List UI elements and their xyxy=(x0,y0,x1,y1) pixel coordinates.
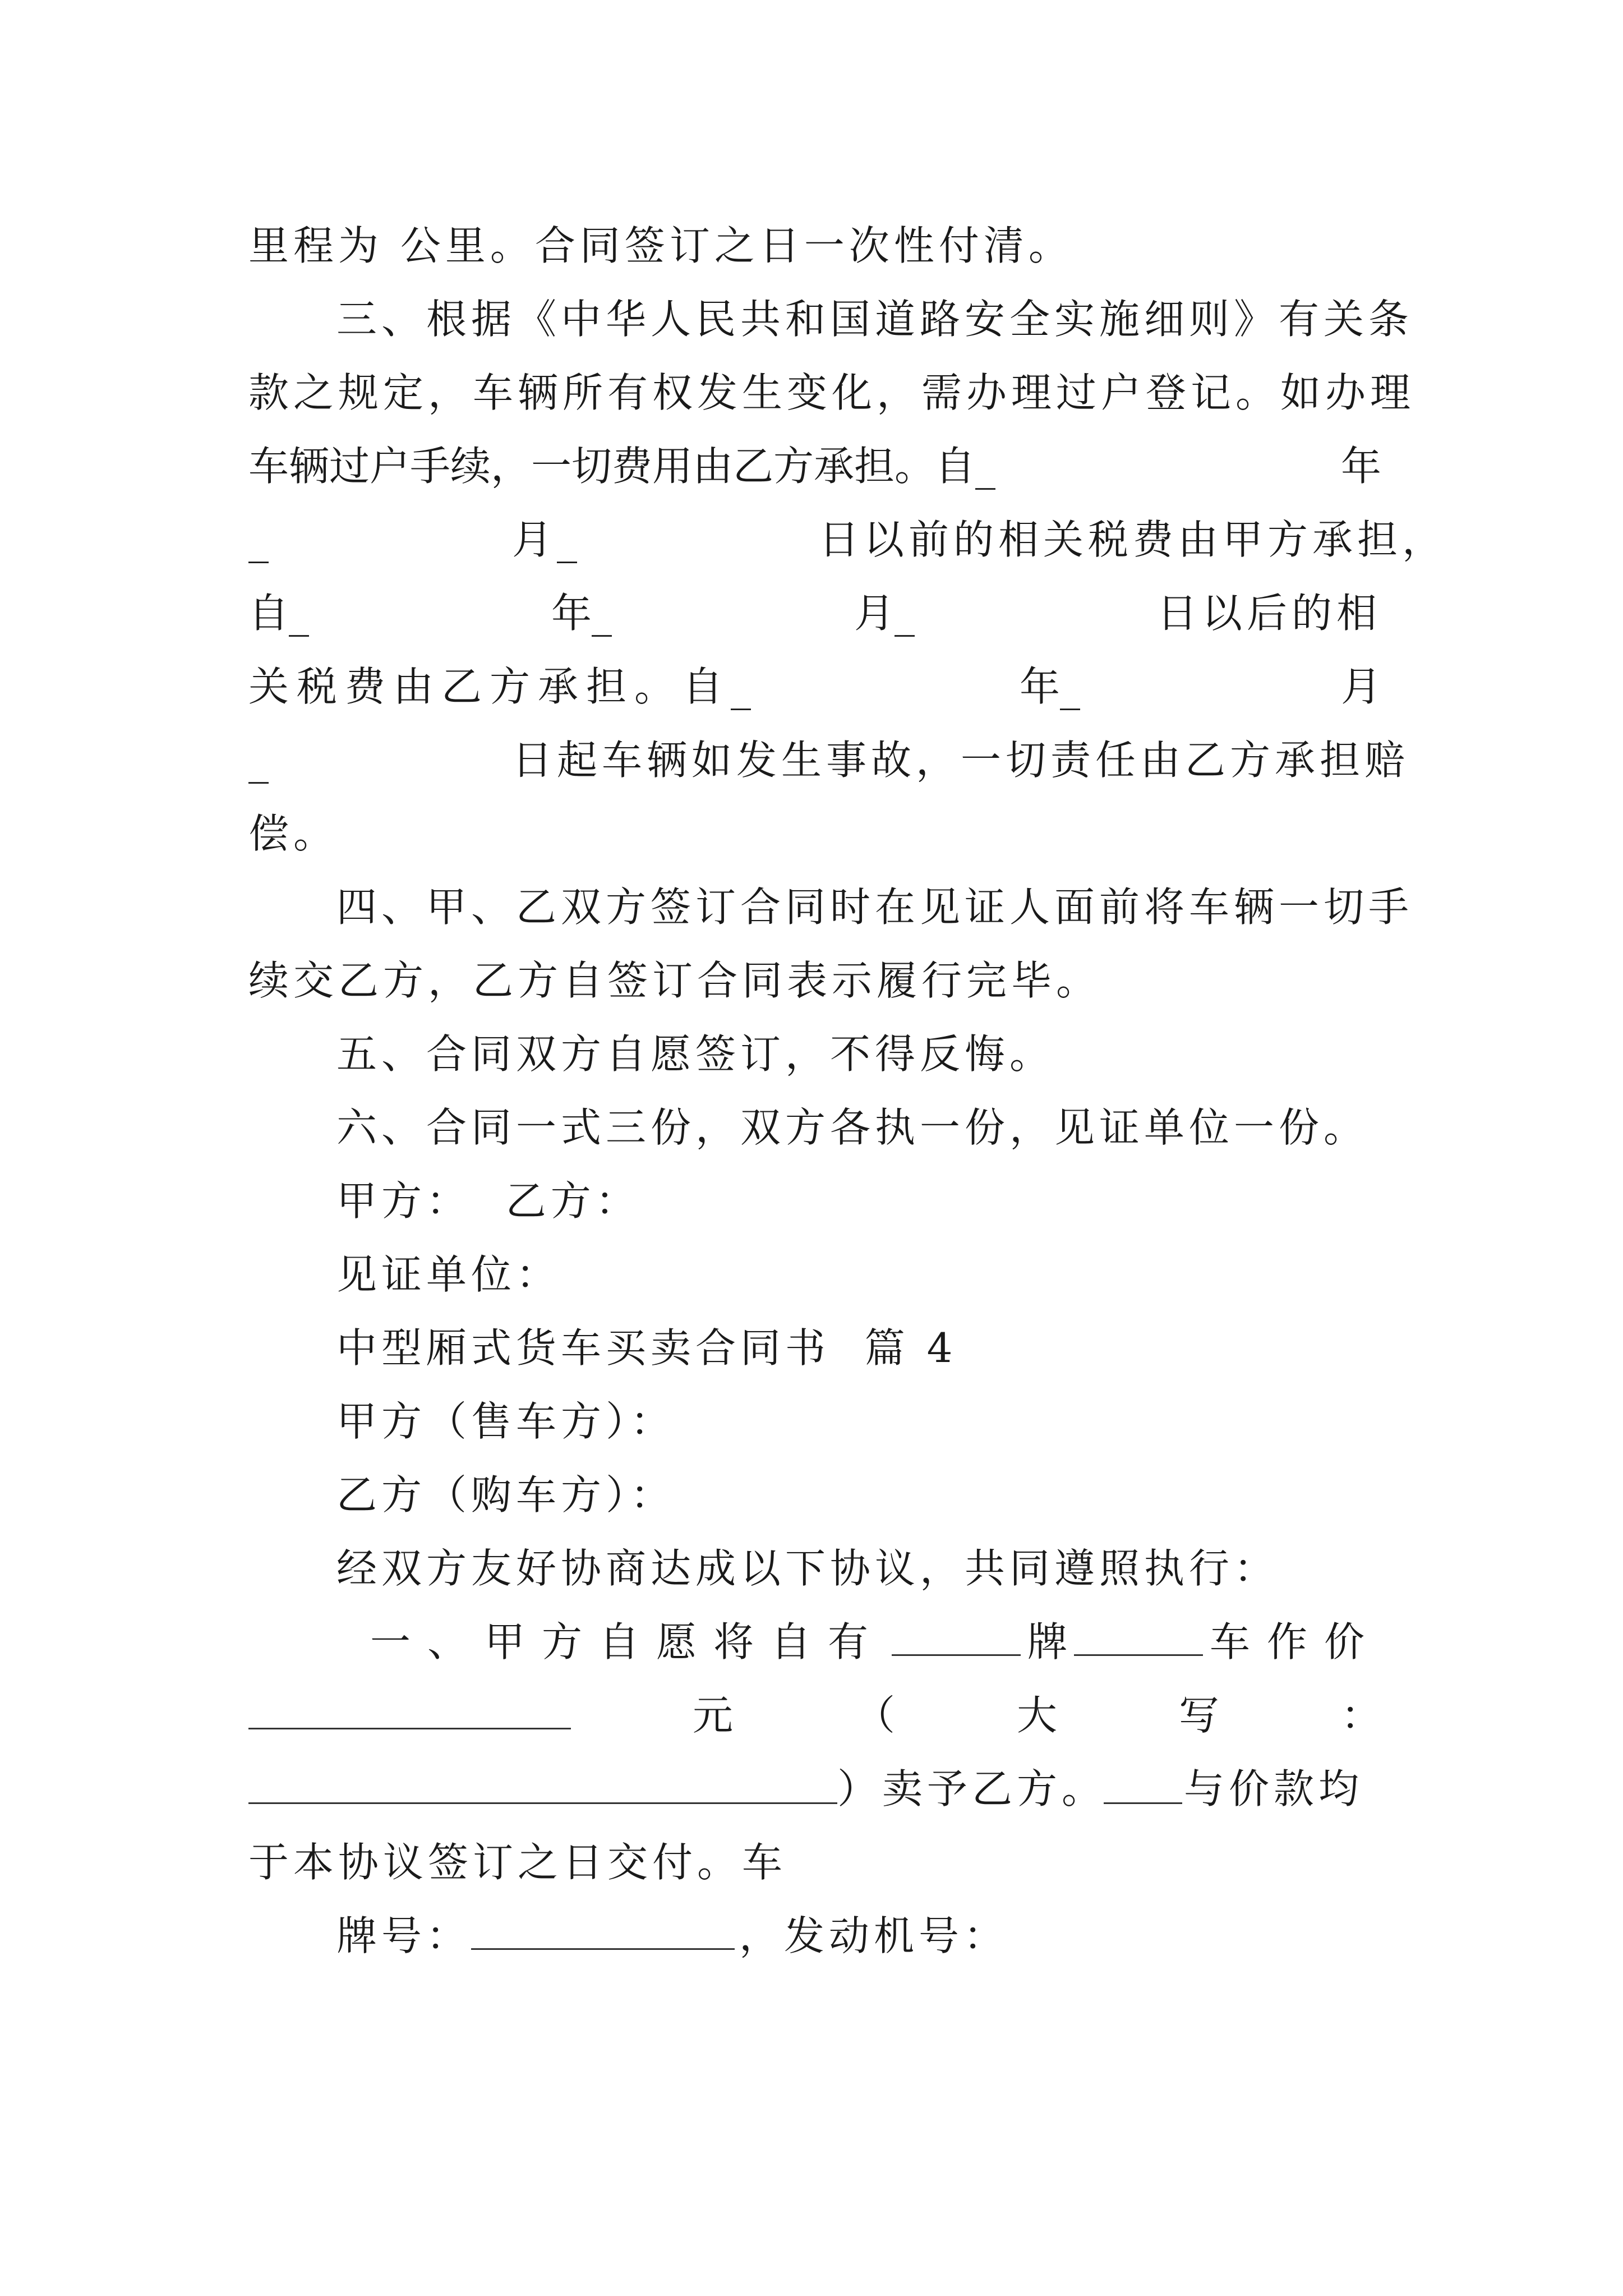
text-segment: 日以前的相关税费由甲方承担， xyxy=(819,516,1447,563)
blank-field xyxy=(248,1769,837,1804)
witness-unit: 见证单位： xyxy=(336,1251,561,1298)
text-segment: 牌 xyxy=(1027,1618,1068,1665)
clause-three-line xyxy=(248,582,1381,645)
plate-engine-line xyxy=(336,1904,1381,1967)
party-b-buyer: 乙方（购车方）： xyxy=(336,1471,676,1519)
clause-one-line xyxy=(248,1684,1381,1747)
text-segment: 年 xyxy=(1340,443,1381,490)
text-segment: 一、甲方自愿将自有 xyxy=(370,1618,886,1665)
clause-three-line: 款之规定，车辆所有权发生变化，需办理过户登记。如办理 xyxy=(248,369,1415,416)
clause-one-line xyxy=(248,1757,1381,1820)
text-segment: 与价款均 xyxy=(1184,1765,1364,1812)
clause-four-line: 续交乙方，乙方自签订合同表示履行完毕。 xyxy=(248,957,1101,1004)
text-segment: 月 xyxy=(1340,663,1381,710)
text-segment: 月_ xyxy=(854,590,915,637)
text-segment: 日以后的相 xyxy=(1156,590,1381,637)
clause-three-line xyxy=(248,655,1381,718)
clause-three-line: 偿。 xyxy=(248,810,339,857)
text-segment: ）卖予乙方。 xyxy=(837,1765,1107,1812)
text-segment: 日起车辆如发生事故，一切责任由乙方承担赔 xyxy=(512,737,1410,784)
text-segment: 车作价 xyxy=(1209,1618,1381,1665)
paragraph-line: 里程为 公里。合同签订之日一次性付清。 xyxy=(248,222,1073,269)
section-title: 中型厢式货车买卖合同书 篇 4 xyxy=(336,1324,957,1372)
text-segment: 关税费由乙方承担。自_ xyxy=(248,663,759,710)
blank-field xyxy=(892,1621,1021,1656)
agreement-intro: 经双方友好协商达成以下协议，共同遵照执行： xyxy=(336,1545,1279,1592)
clause-one-line: 于本协议签订之日交付。车 xyxy=(248,1839,787,1886)
text-segment: ： xyxy=(1340,1692,1381,1739)
text-segment: 写 xyxy=(1178,1692,1219,1739)
text-segment: 年_ xyxy=(551,590,612,637)
blank-field xyxy=(1104,1769,1182,1804)
clause-five: 五、合同双方自愿签订，不得反悔。 xyxy=(336,1030,1055,1078)
clause-three-line xyxy=(248,435,1381,498)
clause-one-line xyxy=(370,1611,1381,1673)
blank-field xyxy=(1074,1621,1203,1656)
clause-three-line xyxy=(248,729,1410,792)
plate-label: 牌号： xyxy=(336,1912,472,1959)
party-a-seller: 甲方（售车方）： xyxy=(336,1398,676,1445)
text-segment: _ xyxy=(248,516,273,563)
text-segment: 自_ xyxy=(248,590,310,637)
blank-field xyxy=(471,1915,735,1950)
text-segment: _ xyxy=(248,737,273,784)
clause-three-line: 三、根据《中华人民共和国道路安全实施细则》有关条 xyxy=(336,296,1414,343)
text-segment: 大 xyxy=(1016,1692,1057,1739)
clause-six: 六、合同一式三份，双方各执一份，见证单位一份。 xyxy=(336,1104,1369,1151)
text-segment: 元 xyxy=(692,1692,733,1739)
clause-four-line: 四、甲、乙双方签订合同时在见证人面前将车辆一切手 xyxy=(336,884,1414,931)
blank-field xyxy=(248,1694,571,1729)
clause-three-line xyxy=(248,508,1447,571)
text-segment: 年_ xyxy=(1019,663,1080,710)
signature-parties: 甲方： 乙方： xyxy=(336,1177,640,1225)
engine-label: ，发动机号： xyxy=(739,1912,1009,1959)
text-segment: 月_ xyxy=(512,516,582,563)
text-segment: （ xyxy=(854,1692,895,1739)
text-segment: 车辆过户手续，一切费用由乙方承担。自_ xyxy=(248,443,996,490)
